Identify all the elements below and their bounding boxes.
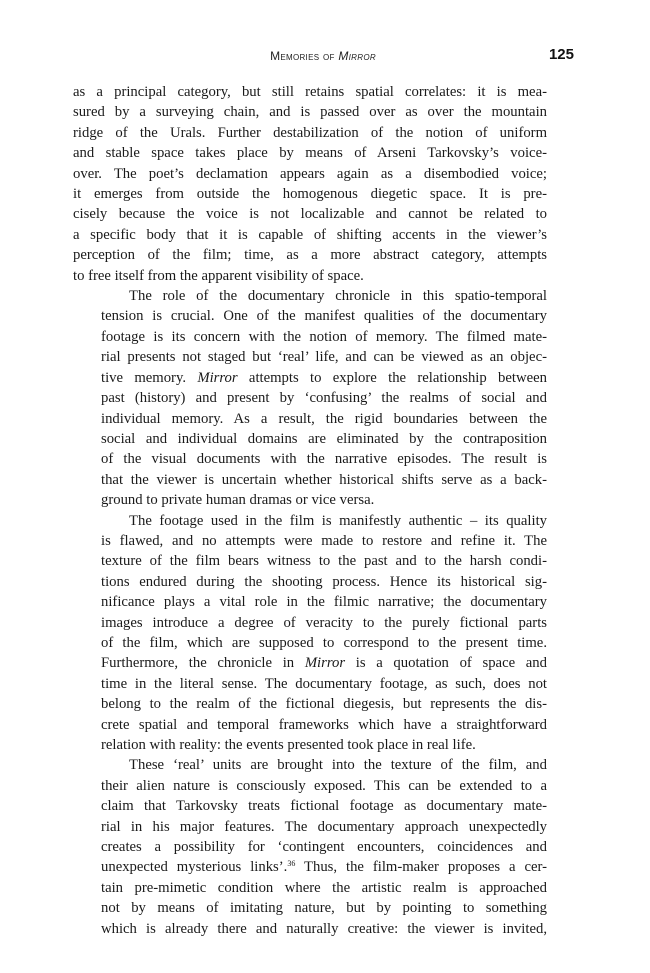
paragraph	[73, 755, 547, 939]
text-line: These ‘real’ units are brought into the texture of the film, and	[129, 757, 547, 774]
text-line: it emerges from outside the homogenous diegetic space. It is pre-	[73, 186, 547, 203]
text-line: and stable space takes place by means of Arseni Tarkovsky’s voice-	[73, 145, 547, 162]
text-line: time in the literal sense. The documentary footage, as such, does not	[101, 675, 547, 692]
text-line: rial in his major features. The documentary approach unexpectedly	[101, 818, 547, 835]
text-line: individual memory. As a result, the rigid boundaries between the	[101, 410, 547, 427]
text-line: crete spatial and temporal frameworks which have a straightforward	[101, 716, 547, 733]
text-line: texture of the film bears witness to the past and to the harsh condi-	[101, 553, 547, 570]
running-head	[72, 46, 574, 66]
text-line: relation with reality: the events presented took place in real life.	[101, 737, 476, 753]
text-line: images introduce a degree of veracity to the purely fictional parts	[101, 614, 547, 631]
text-line: sured by a surveying chain, and is passed over as over the mountain	[73, 104, 547, 121]
italic-title: Mirror	[197, 369, 238, 386]
text-line: past (history) and present by ‘confusing’ the realms of social and	[101, 390, 547, 407]
text-line: is flawed, and no attempts were made to restore and refine it. The	[101, 532, 547, 549]
footnote-marker: 36	[287, 859, 296, 869]
paragraph	[73, 511, 547, 756]
text-line: cisely because the voice is not localizable and cannot be related to	[73, 206, 547, 223]
text-line: perception of the film; time, as a more abstract category, attempts	[73, 247, 547, 264]
paragraph	[73, 286, 547, 510]
text-line: rial presents not staged but ‘real’ life, and can be viewed as an objec-	[101, 349, 547, 366]
text-line: Furthermore, the chronicle in Mirror is a quotation of space and	[101, 655, 547, 672]
text-line: ridge of the Urals. Further destabilization of the notion of uniform	[73, 124, 547, 141]
text-line: tions endured during the shooting process. Hence its historical sig-	[101, 573, 547, 590]
text-line: tain pre-mimetic condition where the artistic realm is approached	[101, 879, 547, 896]
text-line: nificance plays a vital role in the filmic narrative; the documentary	[101, 594, 547, 611]
text-line: a specific body that it is capable of shifting accents in the viewer’s	[73, 226, 547, 243]
text-line: The role of the documentary chronicle in this spatio-temporal	[129, 288, 547, 305]
text-line: over. The poet’s declamation appears again as a disembodied voice;	[73, 165, 547, 182]
text-line: claim that Tarkovsky treats fictional footage as documentary mate-	[101, 798, 547, 815]
text-line: not by means of imitating nature, but by pointing to something	[101, 900, 547, 917]
text-line: their alien nature is consciously exposed. This can be extended to a	[101, 777, 547, 794]
running-title	[72, 49, 574, 63]
text-line: belong to the realm of the fictional diegesis, but represents the dis-	[101, 696, 547, 713]
text-line: to free itself from the apparent visibility of space.	[73, 267, 364, 284]
paragraph	[73, 82, 547, 286]
text-line: ground to private human dramas or vice versa.	[101, 492, 375, 509]
running-title-main: Memories of	[270, 49, 339, 63]
text-line: tension is crucial. One of the manifest qualities of the documentary	[101, 308, 547, 325]
text-line: of the film, which are supposed to correspond to the present time.	[101, 634, 547, 651]
text-line: social and individual domains are eliminated by the contraposition	[101, 430, 547, 447]
text-line: creates a possibility for ‘contingent encounters, coincidences and	[101, 839, 547, 856]
running-title-italic: Mirror	[338, 49, 376, 63]
italic-title: Mirror	[304, 655, 346, 672]
page-number: 125	[548, 46, 574, 63]
text-line: as a principal category, but still retains spatial correlates: it is mea-	[73, 84, 547, 100]
text-line: of the visual documents with the narrative episodes. The result is	[101, 451, 547, 468]
body-text	[73, 82, 547, 939]
text-line: that the viewer is uncertain whether historical shifts serve as a back-	[101, 471, 547, 488]
text-line: which is already there and naturally creative: the viewer is invited,	[101, 920, 547, 937]
text-line: footage is its concern with the notion of memory. The filmed mate-	[101, 328, 547, 345]
text-line: The footage used in the film is manifestly authentic – its quality	[129, 512, 547, 529]
text-line: tive memory. Mirror attempts to explore the relationship between	[101, 369, 547, 386]
text-line: unexpected mysterious links’.$^{36}$ Thus, the film-maker proposes a cer-	[101, 859, 547, 876]
